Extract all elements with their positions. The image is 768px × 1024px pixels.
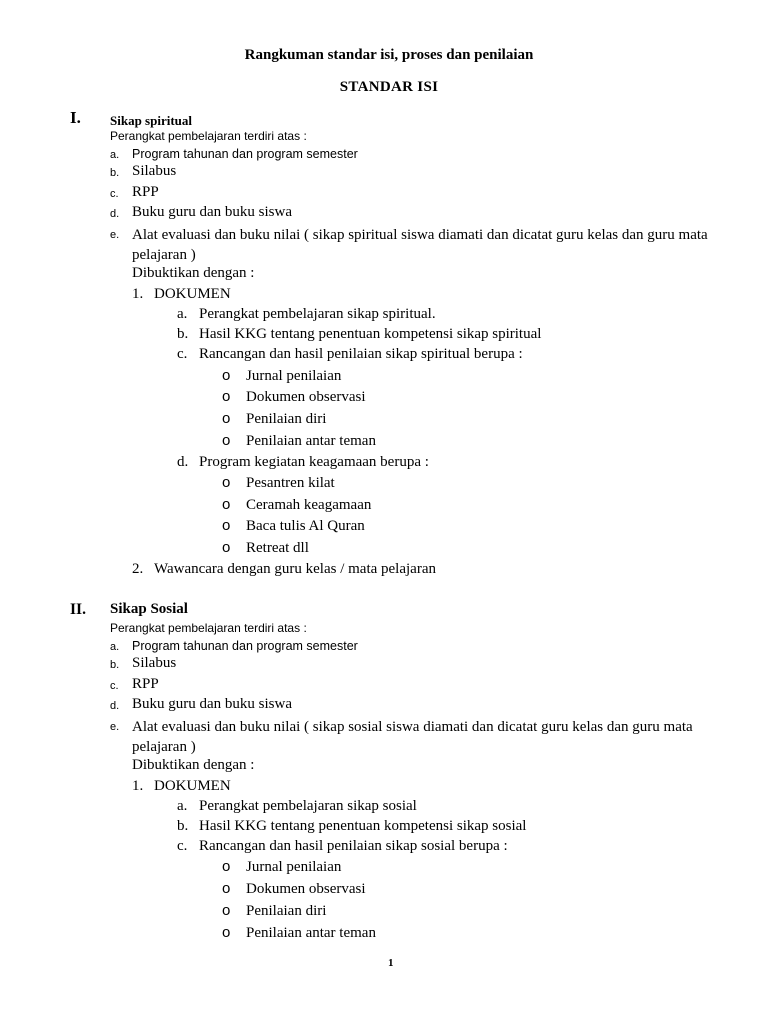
list-label: a. — [110, 641, 120, 653]
list-item: RPP — [132, 676, 159, 692]
bullet-marker: o — [222, 539, 231, 556]
evidence-sub-item: c. Rancangan dan hasil penilaian sikap spiritual berupa : — [177, 346, 523, 362]
evidence-sub-item: d. Program kegiatan keagamaan berupa : — [177, 454, 429, 470]
document-subtitle: STANDAR ISI — [339, 79, 439, 95]
evidence-item: 2. Wawancara dengan guru kelas / mata pelajaran — [132, 561, 436, 577]
list-label: d. — [110, 208, 120, 220]
list-item: Buku guru dan buku siswa — [132, 204, 292, 220]
bullet-marker: o — [222, 367, 231, 384]
bullet-marker: o — [222, 474, 231, 491]
bullet-marker: o — [222, 902, 231, 919]
list-label: e. — [110, 721, 120, 733]
bullet-marker: o — [222, 432, 231, 449]
section-title: Sikap Sosial — [110, 601, 188, 617]
bullet-item: o Retreat dll — [222, 539, 309, 556]
list-label: c. — [110, 680, 119, 692]
bullet-marker: o — [222, 924, 231, 941]
bullet-item: o Ceramah keagamaan — [222, 496, 372, 513]
list-item: Buku guru dan buku siswa — [132, 696, 292, 712]
bullet-item: o Penilaian diri — [222, 410, 327, 427]
list-label: a. — [110, 149, 120, 161]
evidence-sub-item: b. Hasil KKG tentang penentuan kompetensi sikap sosial — [177, 818, 527, 834]
bullet-item: o Penilaian antar teman — [222, 432, 376, 449]
list-label: b. — [110, 167, 120, 179]
bullet-item: o Pesantren kilat — [222, 474, 335, 491]
list-label: d. — [110, 700, 120, 712]
list-item: Alat evaluasi dan buku nilai ( sikap sosial siswa diamati dan dicatat guru kelas dan guru mata pelajaran ) — [132, 719, 693, 755]
evidence-sub-item: b. Hasil KKG tentang penentuan kompetensi sikap spiritual — [177, 326, 542, 342]
section-intro: Perangkat pembelajaran terdiri atas : — [110, 129, 307, 143]
list-label: c. — [110, 188, 119, 200]
list-label: b. — [110, 659, 120, 671]
bullet-marker: o — [222, 388, 231, 405]
bullet-item: o Penilaian diri — [222, 902, 327, 919]
list-label: e. — [110, 229, 120, 241]
list-item: Program tahunan dan program semester — [132, 639, 358, 653]
list-item: RPP — [132, 184, 159, 200]
list-item: Program tahunan dan program semester — [132, 147, 358, 161]
bullet-item: o Dokumen observasi — [222, 388, 366, 405]
evidence-item: 1. DOKUMEN — [132, 778, 231, 794]
bullet-marker: o — [222, 880, 231, 897]
section-number: II. — [70, 601, 86, 618]
evidence-sub-item: a. Perangkat pembelajaran sikap spiritual. — [177, 306, 436, 322]
bullet-item: o Penilaian antar teman — [222, 924, 376, 941]
list-item: Silabus — [132, 655, 177, 671]
page-number: 1 — [388, 957, 394, 969]
evidence-label: Dibuktikan dengan : — [132, 265, 255, 281]
evidence-item: 1. DOKUMEN — [132, 286, 231, 302]
bullet-marker: o — [222, 517, 231, 534]
bullet-marker: o — [222, 858, 231, 875]
section-intro: Perangkat pembelajaran terdiri atas : — [110, 621, 307, 635]
bullet-item: o Dokumen observasi — [222, 880, 366, 897]
list-item: Silabus — [132, 163, 177, 179]
bullet-marker: o — [222, 410, 231, 427]
document-title: Rangkuman standar isi, proses dan penilaian — [244, 47, 534, 63]
section-title: Sikap spiritual — [110, 113, 193, 128]
evidence-label: Dibuktikan dengan : — [132, 757, 255, 773]
bullet-item: o Baca tulis Al Quran — [222, 517, 365, 534]
evidence-sub-item: c. Rancangan dan hasil penilaian sikap sosial berupa : — [177, 838, 508, 854]
evidence-sub-item: a. Perangkat pembelajaran sikap sosial — [177, 798, 417, 814]
bullet-item: o Jurnal penilaian — [222, 367, 342, 384]
bullet-marker: o — [222, 496, 231, 513]
list-item: Alat evaluasi dan buku nilai ( sikap spiritual siswa diamati dan dicatat guru kelas dan guru mata pelajaran ) — [132, 227, 708, 263]
bullet-item: o Jurnal penilaian — [222, 858, 342, 875]
section-number: I. — [70, 108, 81, 127]
